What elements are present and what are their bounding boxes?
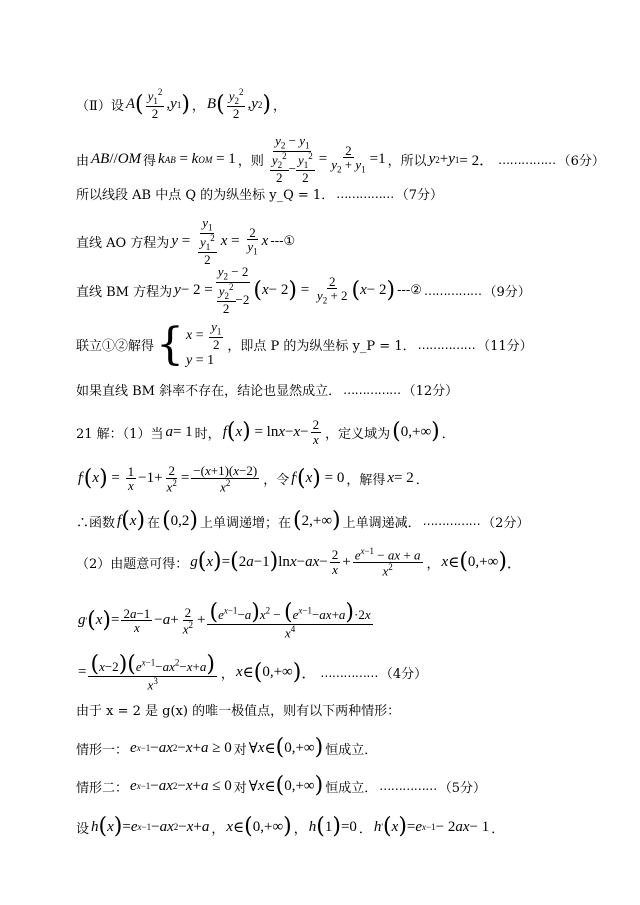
bm-expr: y − 2 = $y_2 - 2$ $\frac{y_2^2}{2}$ −2 ( x − 2 ) = $\frac{2}{y_2 + 2}$ ( x − 2 ) xyxy=(174,264,396,317)
sum-eq: y 2 + y 1 = 2． xyxy=(428,151,495,170)
part2-label: （Ⅱ）设 xyxy=(76,99,124,114)
ao-expr: y = $\frac{y_1}{\frac{y_1^2}{2}}$ x = $\frac{2}{y_1}$ x xyxy=(171,215,269,268)
text-zai: 在 xyxy=(147,515,161,531)
domain-text: ，定义域为 xyxy=(325,426,391,442)
dots: …………… xyxy=(336,186,394,201)
interval-02: ( 0,2 ) xyxy=(162,508,198,533)
case2-ineq: e x−1 − ax 2 − x + a ≤ 0 xyxy=(130,777,232,794)
period: ． xyxy=(415,473,429,489)
domain-expr: ( 0,+∞ ) xyxy=(392,419,440,445)
fx: f ( x ) xyxy=(117,508,146,533)
f-def: f ( x ) = ln x − x − $\frac{2}{x}$ xyxy=(222,417,320,447)
text-holds: 恒成立． xyxy=(325,780,378,796)
text-dui: 对 xyxy=(233,780,247,796)
period: ． xyxy=(441,426,455,442)
interval-2inf: ( 2,+∞ ) xyxy=(293,508,341,533)
line-extreme xyxy=(76,700,620,719)
text-suoyi: ，所以 xyxy=(387,154,427,170)
system-expr: { x = $\frac{y_1}{2}$ y = 1 xyxy=(156,318,222,370)
text-de: 得 xyxy=(143,154,157,170)
line-gprime xyxy=(76,602,620,640)
sep2: ， xyxy=(272,99,286,114)
text-holds: 恒成立． xyxy=(325,742,378,758)
text-function: ∴函数 xyxy=(76,515,116,531)
line-h-def xyxy=(76,816,620,838)
q21-text: 21 解：（1）当 xyxy=(76,426,164,442)
text-shi: 时， xyxy=(194,426,221,442)
score-2: （2分） xyxy=(482,515,530,531)
comma: ， xyxy=(220,667,234,683)
line-q21 xyxy=(76,418,620,446)
gp-domain: x ∈ ( 0,+∞ ) ． xyxy=(235,659,317,685)
dots: …………… xyxy=(417,337,476,352)
line-bm-equation xyxy=(76,265,620,316)
score-12: （12分） xyxy=(402,384,459,399)
comma: ， xyxy=(211,821,225,837)
dots: …………… xyxy=(423,283,482,298)
text-decrease: 上单调递减． xyxy=(342,515,421,531)
case1-label: 情形一： xyxy=(76,742,129,758)
line-case2 xyxy=(76,775,620,797)
line-ao-equation xyxy=(76,216,620,267)
score-7: （7分） xyxy=(395,188,443,203)
h-domain: x ∈ ( 0,+∞ ) xyxy=(226,814,292,839)
score-5: （5分） xyxy=(438,780,486,796)
score-6: （6分） xyxy=(557,154,605,170)
dots: …………… xyxy=(343,382,401,397)
dots: …………… xyxy=(379,779,437,793)
sep1: ， xyxy=(191,99,205,114)
ge-sign: ≥ xyxy=(212,739,221,756)
g-domain: x ∈ ( 0,+∞ ) ． xyxy=(441,549,522,575)
comma: ， xyxy=(293,821,307,837)
line-monotonic xyxy=(76,510,620,532)
bm-text: 直线 BM 方程为 xyxy=(76,285,173,301)
ao-text: 直线 AO 方程为 xyxy=(76,236,170,252)
score-9: （9分） xyxy=(483,285,531,301)
case2-label: 情形二： xyxy=(76,780,129,796)
system-result-text: ，即点 P 的为纵坐标 y_P = 1． xyxy=(227,339,416,355)
score-4: （4分） xyxy=(379,667,428,683)
text-dui: 对 xyxy=(233,742,247,758)
period: ． xyxy=(491,821,505,837)
text-ze: ，则 xyxy=(237,154,264,170)
slope-eq: k AB = k OM = 1 xyxy=(158,151,236,168)
score-11: （11分） xyxy=(477,339,533,355)
h1-zero: h ( 1 ) =0 xyxy=(308,814,357,839)
hprime-expr: h ' ( x ) = e x−1 − 2 ax − 1 xyxy=(373,814,490,839)
parallel-expr: AB // OM xyxy=(91,151,142,168)
extreme-text: 由于 x = 2 是 g(x) 的唯一极值点，则有以下两种情形： xyxy=(76,704,401,719)
text-she: 设 xyxy=(76,821,90,837)
h-expr: h ( x ) = e x−1 − ax 2 − x + a xyxy=(91,814,210,839)
period: ． xyxy=(358,821,372,837)
text-you: 由 xyxy=(76,154,90,170)
dots: …………… xyxy=(422,514,481,528)
line-midpoint xyxy=(76,184,620,203)
forall-x: ∀ x ∈ ( 0,+∞ ) xyxy=(248,735,324,760)
fprime-zero: f ' ( x ) = 0 xyxy=(291,465,345,491)
text-increase: 上单调递增；在 xyxy=(200,515,292,531)
a-eq-1: a = 1 xyxy=(165,423,193,440)
point-b-expr: B ( $\frac{y_2^2}{2}$ , y 2 ) xyxy=(206,87,271,122)
line-case1 xyxy=(76,737,620,759)
comma: ， xyxy=(426,556,440,572)
line-derivative xyxy=(76,464,620,494)
system-text: 联立①②解得 xyxy=(76,339,155,355)
line-part2-setup xyxy=(76,88,620,121)
marker-2: ---② xyxy=(397,283,422,299)
slope-text: 如果直线 BM 斜率不存在，结论也显然成立． xyxy=(76,384,342,399)
le-sign: ≤ xyxy=(212,777,221,794)
line-system xyxy=(76,320,620,369)
line-gprime-simplified xyxy=(76,654,620,692)
gprime-simplified: = $\frac{(x-2)(e^{x-1}-ax^2-x+a)}{x^3}$ xyxy=(78,652,215,693)
slope-fraction: $y_2 - y_1$ $\frac{y_2^2}{2}$ − $\frac{y_1^2}{2}$ = $\frac{2}{y_2 + y_1}$ =1 xyxy=(271,133,386,186)
x-eq-2: x = 2 xyxy=(387,470,414,487)
forall-x: ∀ x ∈ ( 0,+∞ ) xyxy=(248,773,324,798)
dots: …………… xyxy=(320,665,378,680)
line-slope-nonexist xyxy=(76,380,620,399)
line-slope xyxy=(76,134,620,185)
gprime-expr: g ' ( x ) = $\frac{2a-1}{x}$ − a + $\frac{2}{x^2}$ + $\frac{(e^{x-1}-a)x^2 - (e^{x-1}-ax+a)\cdot 2x}{x^4}$ xyxy=(78,600,371,641)
g-expr: g ( x ) = ( 2 a −1 ) ln x − ax − $\frac{2}{x}$ + $\frac{e^{x-1} - ax + a}{x^2}$ xyxy=(190,546,421,579)
line-g-def xyxy=(76,547,620,578)
text-jiede: ，解得 xyxy=(346,473,386,489)
marker-1: ---① xyxy=(270,234,296,250)
part2-text: （2）由题意可得： xyxy=(76,556,189,572)
dots: …………… xyxy=(498,152,556,167)
text-ling: ，令 xyxy=(263,473,290,489)
fprime-expr: f ' ( x ) = $\frac{1}{x}$ −1+ $\frac{2}{x^2}$ = $\frac{-(x+1)(x-2)}{x^2}$ xyxy=(78,463,258,494)
case1-ineq: e x−1 − ax 2 − x + a ≥ 0 xyxy=(130,739,232,756)
point-a-expr: A ( $\frac{y_1^2}{2}$ , y 1 ) xyxy=(125,87,190,122)
midpoint-text: 所以线段 AB 中点 Q 的为纵坐标 y_Q = 1． xyxy=(76,188,335,203)
